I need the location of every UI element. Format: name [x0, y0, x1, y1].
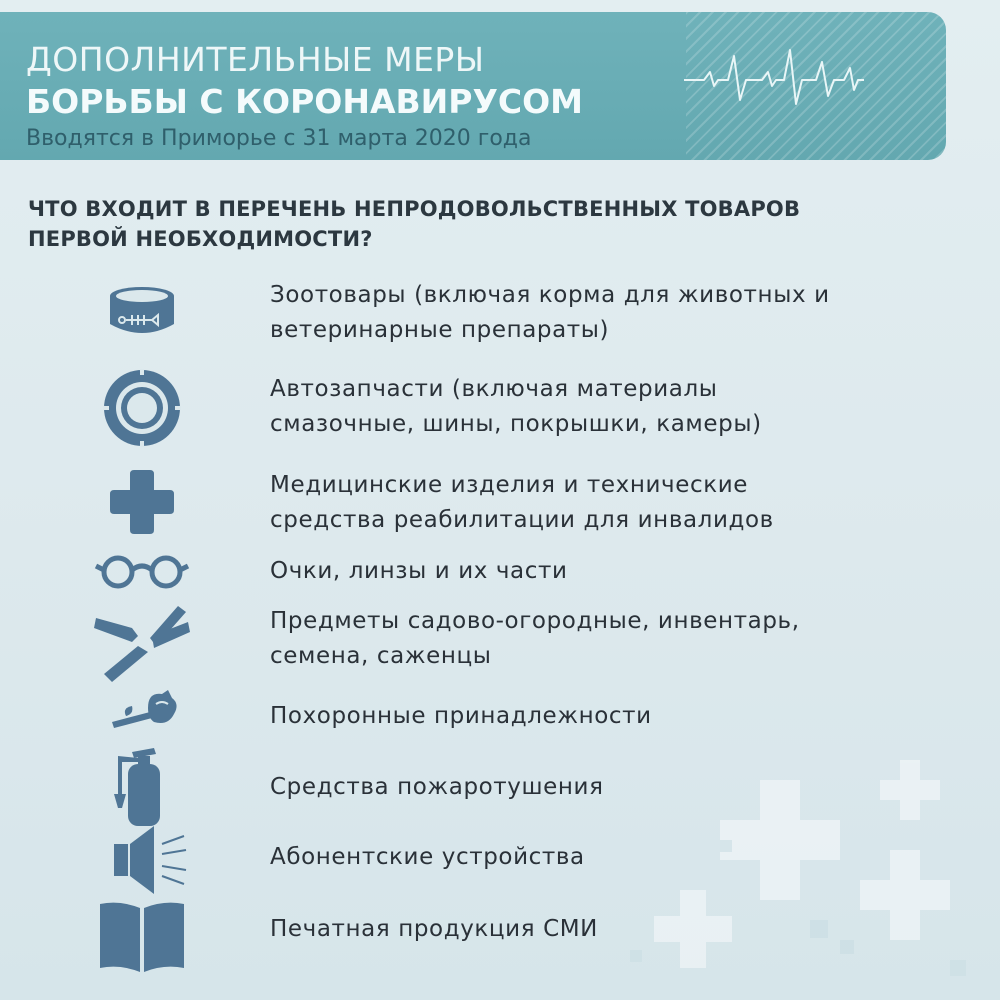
item-text-line: ветеринарные препараты): [270, 317, 610, 343]
heartbeat-icon: [684, 42, 864, 112]
item-garden-supplies: [270, 604, 970, 674]
item-text-line: Очки, линзы и их части: [270, 558, 568, 584]
item-text-line: смазочные, шины, покрышки, камеры): [270, 411, 762, 437]
item-glasses: [270, 554, 970, 589]
question-heading: [28, 194, 968, 254]
title-line-1: ДОПОЛНИТЕЛЬНЫЕ МЕРЫ: [26, 40, 485, 79]
item-text-line: Зоотовары (включая корма для животных и: [270, 282, 830, 308]
tire-icon: [92, 368, 192, 448]
item-auto-parts: [270, 372, 970, 442]
item-text-line: Предметы садово-огородные, инвентарь,: [270, 608, 800, 634]
item-text-line: Печатная продукция СМИ: [270, 916, 598, 942]
glasses-icon: [92, 532, 192, 612]
item-text-line: Автозапчасти (включая материалы: [270, 376, 718, 402]
pet-bowl-icon: [92, 276, 192, 356]
header-banner: [0, 12, 946, 160]
item-text-line: Медицинские изделия и технические: [270, 472, 749, 498]
item-text-line: средства реабилитации для инвалидов: [270, 507, 774, 533]
pruning-shears-icon: [92, 602, 192, 682]
book-icon: [92, 896, 192, 976]
item-text-line: Похоронные принадлежности: [270, 703, 652, 729]
loudspeaker-icon: [92, 820, 192, 900]
decorative-crosses: [600, 720, 1000, 1000]
question-line-1: ЧТО ВХОДИТ В ПЕРЕЧЕНЬ НЕПРОДОВОЛЬСТВЕННЫХ ТОВАРОВ: [28, 197, 801, 221]
fire-extinguisher-icon: [92, 748, 192, 828]
item-text-line: семена, саженцы: [270, 643, 492, 669]
subtitle: Вводятся в Приморье с 31 марта 2020 года: [26, 126, 532, 151]
item-text-line: Абонентские устройства: [270, 844, 585, 870]
item-medical-products: [270, 468, 970, 538]
question-line-2: ПЕРВОЙ НЕОБХОДИМОСТИ?: [28, 227, 373, 251]
item-text-line: Средства пожаротушения: [270, 774, 604, 800]
item-pet-supplies: [270, 278, 970, 348]
title-line-2: БОРЬБЫ С КОРОНАВИРУСОМ: [26, 82, 584, 121]
